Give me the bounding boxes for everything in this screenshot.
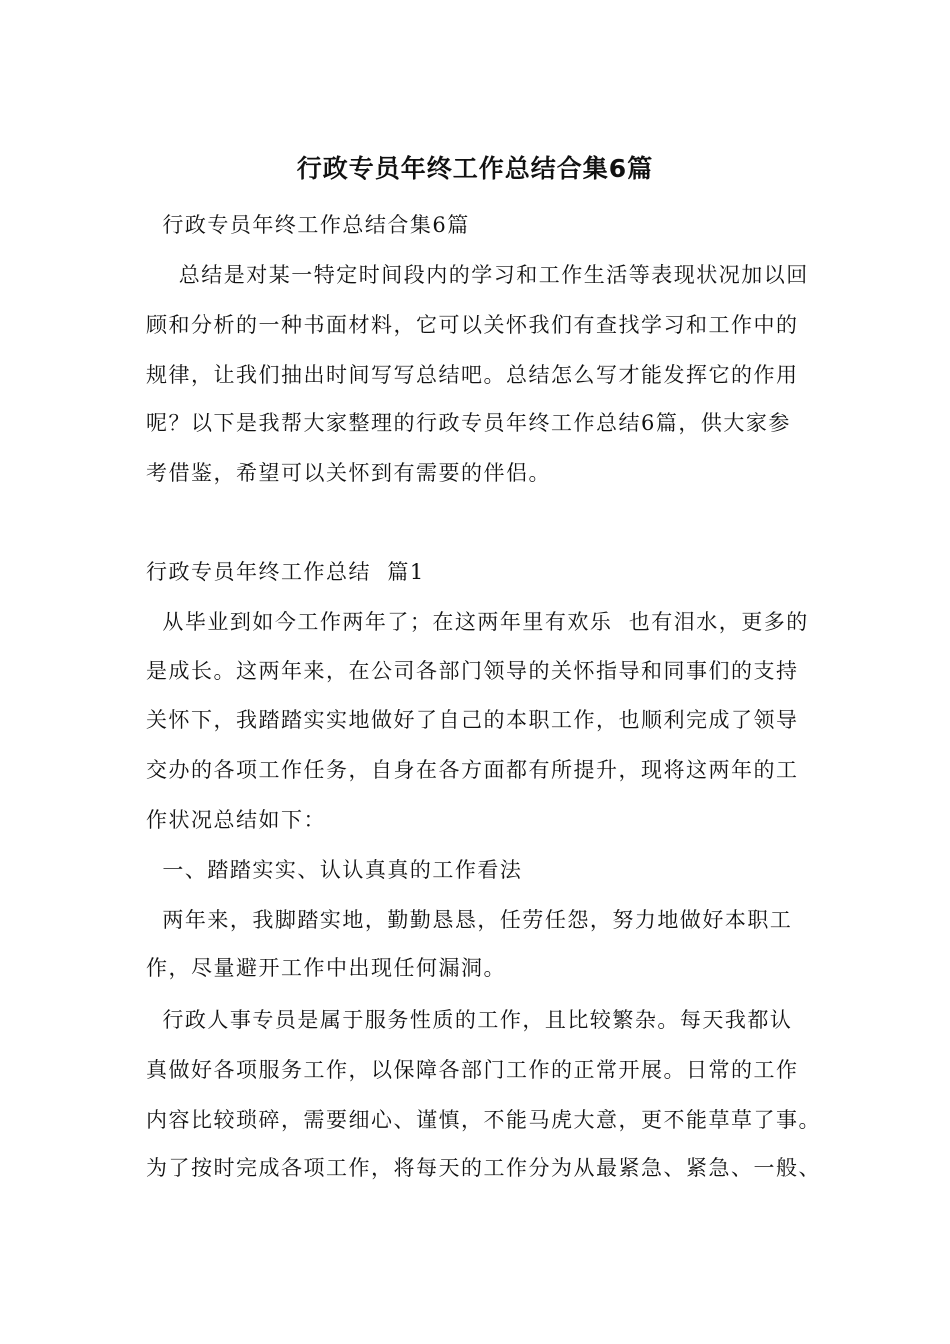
body-line-2: 是成长。这两年来，在公司各部门领导的关怀指导和同事们的支持 xyxy=(146,659,799,683)
subheading-1: 一、踏踏实实、认认真真的工作看法 xyxy=(146,858,523,882)
body-line-11: 为了按时完成各项工作，将每天的工作分为从最紧急、紧急、一般、 xyxy=(146,1156,821,1180)
subtitle-line: 行政专员年终工作总结合集6篇 xyxy=(146,213,470,237)
body-line-7: 作，尽量避开工作中出现任何漏洞。 xyxy=(146,956,506,980)
body-line-1: 从毕业到如今工作两年了；在这两年里有欢乐 也有泪水，更多的 xyxy=(146,610,809,634)
document-title: 行政专员年终工作总结合集6篇 xyxy=(296,154,654,183)
body-line-6: 两年来，我脚踏实地，勤勤恳恳，任劳任怨，努力地做好本职工 xyxy=(146,908,793,932)
body-line-9: 真做好各项服务工作，以保障各部门工作的正常开展。日常的工作 xyxy=(146,1058,799,1082)
intro-line-5: 考借鉴，希望可以关怀到有需要的伴侣。 xyxy=(146,461,551,485)
intro-line-1: 总结是对某一特定时间段内的学习和工作生活等表现状况加以回 xyxy=(146,263,809,287)
intro-line-3: 规律，让我们抽出时间写写总结吧。总结怎么写才能发挥它的作用 xyxy=(146,363,799,387)
body-line-3: 关怀下，我踏踏实实地做好了自己的本职工作，也顺利完成了领导 xyxy=(146,708,799,732)
section-heading-1: 行政专员年终工作总结 篇1 xyxy=(146,560,425,584)
body-line-4: 交办的各项工作任务，自身在各方面都有所提升，现将这两年的工 xyxy=(146,758,799,782)
body-line-10: 内容比较琐碎，需要细心、谨慎，不能马虎大意，更不能草草了事。 xyxy=(146,1108,821,1132)
body-line-8: 行政人事专员是属于服务性质的工作，且比较繁杂。每天我都认 xyxy=(146,1008,793,1032)
body-line-5: 作状况总结如下： xyxy=(146,808,326,832)
intro-line-4: 呢？以下是我帮大家整理的行政专员年终工作总结6篇，供大家参 xyxy=(146,411,791,435)
intro-line-2: 顾和分析的一种书面材料，它可以关怀我们有查找学习和工作中的 xyxy=(146,313,799,337)
